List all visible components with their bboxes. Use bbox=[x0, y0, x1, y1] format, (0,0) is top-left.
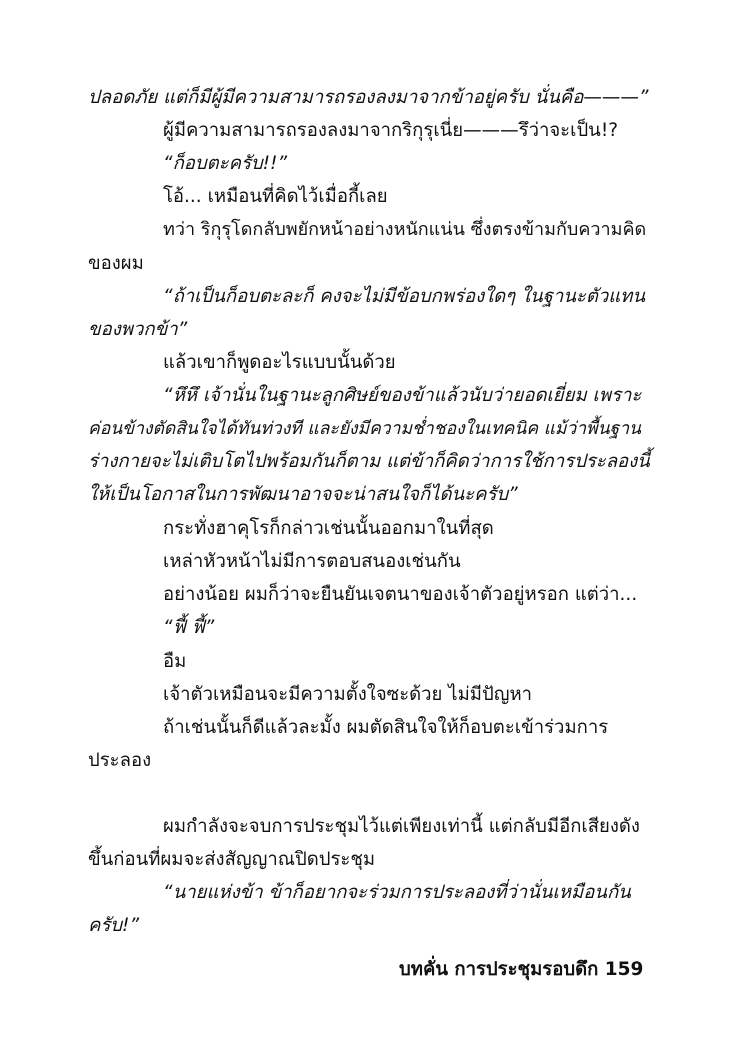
text-line: ทว่า ริกุรุโดกลับพยักหน้าอย่างหนักแน่น ซึ่งตรงข้ามกับความคิด bbox=[163, 219, 647, 240]
text-line: เจ้าตัวเหมือนจะมีความตั้งใจซะด้วย ไม่มีปัญหา bbox=[163, 684, 533, 705]
text-line: เหล่าหัวหน้าไม่มีการตอบสนองเช่นกัน bbox=[163, 551, 461, 572]
text-line: ขึ้นก่อนที่ผมจะส่งสัญญาณปิดประชุม bbox=[88, 849, 376, 870]
text-line: กระทั่งฮาคุโรก็กล่าวเช่นนั้นออกมาในที่สุด bbox=[163, 518, 494, 539]
text-line: “ก็อบตะครับ!!” bbox=[163, 153, 288, 174]
text-line: ครับ!” bbox=[88, 915, 140, 936]
text-line: แล้วเขาก็พูดอะไรแบบนั้นด้วย bbox=[163, 352, 396, 373]
text-line: ร่างกายจะไม่เติบโตไปพร้อมกันก็ตาม แต่ข้าก็คิดว่าการใช้การประลองนี้ bbox=[88, 451, 650, 472]
text-line: ของพวกข้า” bbox=[88, 319, 188, 340]
text-line: “หึหึ เจ้านั่นในฐานะลูกศิษย์ของข้าแล้วนับว่ายอดเยี่ยม เพราะ bbox=[163, 385, 642, 406]
text-line: ผมกำลังจะจบการประชุมไว้แต่เพียงเท่านี้ แต่กลับมีอีกเสียงดัง bbox=[163, 816, 640, 837]
page-footer: บทคั่น การประชุมรอบดึก 159 bbox=[399, 959, 644, 980]
text-line: ของผม bbox=[88, 253, 144, 274]
text-line: “ถ้าเป็นก็อบตะละก็ คงจะไม่มีข้อบกพร่องใดๆ ในฐานะตัวแทน bbox=[163, 286, 645, 307]
text-line: ผู้มีความสามารถรองลงมาจากริกุรุเนี่ย———รึว่าจะเป็น!? bbox=[163, 120, 619, 141]
text-line: โอ้... เหมือนที่คิดไว้เมื่อกี้เลย bbox=[163, 186, 388, 207]
text-line: อย่างน้อย ผมก็ว่าจะยืนยันเจตนาของเจ้าตัวอยู่หรอก แต่ว่า... bbox=[163, 584, 638, 605]
text-line: “นายแห่งข้า ข้าก็อยากจะร่วมการประลองที่ว่านั่นเหมือนกัน bbox=[163, 882, 631, 903]
text-line: ค่อนข้างตัดสินใจได้ทันท่วงที และยังมีความช่ำชองในเทคนิค แม้ว่าพื้นฐาน bbox=[88, 419, 642, 439]
text-line: ถ้าเช่นนั้นก็ดีแล้วละมั้ง ผมตัดสินใจให้ก็อบตะเข้าร่วมการ bbox=[163, 717, 609, 738]
text-line: อืม bbox=[163, 651, 187, 672]
text-line: ประลอง bbox=[88, 750, 152, 771]
text-line: ปลอดภัย แต่ก็มีผู้มีความสามารถรองลงมาจากข้าอยู่ครับ นั่นคือ———” bbox=[88, 87, 649, 108]
text-line: “ฟี้ ฟี้” bbox=[163, 617, 215, 638]
text-line: ให้เป็นโอกาสในการพัฒนาอาจจะน่าสนใจก็ได้นะครับ” bbox=[88, 484, 518, 505]
